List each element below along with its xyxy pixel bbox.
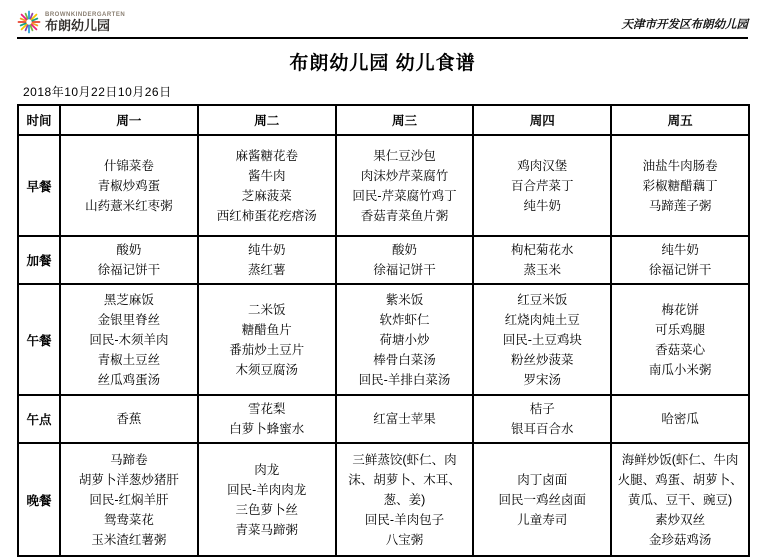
menu-item: 金珍菇鸡汤 <box>648 532 712 547</box>
menu-item: 青椒土豆丝 <box>97 352 161 367</box>
menu-item: 紫米饭 <box>385 292 424 307</box>
menu-cell <box>611 135 749 236</box>
menu-cell <box>336 443 474 556</box>
brand-name-cn: 布朗幼儿园 <box>45 18 111 33</box>
brand-logo <box>17 10 125 34</box>
column-header-day: 周三 <box>336 105 474 135</box>
menu-item: 番茄炒土豆片 <box>229 342 305 357</box>
menu-item: 雪花梨 <box>247 402 286 416</box>
menu-item: 梅花饼 <box>661 302 699 317</box>
menu-item: 荷塘小炒 <box>379 332 430 347</box>
menu-item: 棒骨白菜汤 <box>373 352 436 367</box>
table-row <box>18 443 749 556</box>
menu-cell <box>611 284 749 395</box>
menu-item: 丝瓜鸡蛋汤 <box>97 372 161 387</box>
menu-item: 香蕉 <box>116 412 142 426</box>
menu-item: 黄瓜、豆干、豌豆) <box>628 492 733 507</box>
menu-item: 徐福记饼干 <box>373 263 436 277</box>
menu-cell <box>611 443 749 556</box>
menu-item: 鸡肉汉堡 <box>517 158 568 173</box>
menu-item: 海鲜炒饭(虾仁、牛肉 <box>621 452 739 467</box>
date-range: 2018年10月22日10月26日 <box>23 85 172 99</box>
menu-item: 南瓜小米粥 <box>648 362 712 377</box>
menu-item: 什锦菜卷 <box>103 158 154 173</box>
menu-item: 软炸虾仁 <box>379 312 430 327</box>
menu-item: 罗宋汤 <box>523 372 562 387</box>
menu-item: 可乐鸡腿 <box>655 322 706 337</box>
menu-item: 回民-红焖羊肝 <box>89 492 169 507</box>
menu-cell <box>473 284 611 395</box>
menu-item: 蒸玉米 <box>523 263 562 277</box>
menu-item: 回民-羊肉包子 <box>364 512 445 527</box>
menu-cell <box>60 443 198 556</box>
menu-item: 回民-羊肉肉龙 <box>227 482 307 497</box>
menu-item: 糖醋鱼片 <box>241 322 292 337</box>
menu-item: 黑芝麻饭 <box>103 292 154 307</box>
menu-item: 马蹄莲子粥 <box>648 198 712 213</box>
menu-cell <box>611 236 749 284</box>
menu-item: 徐福记饼干 <box>97 263 161 277</box>
menu-item: 纯牛奶 <box>523 198 562 213</box>
menu-item: 回民-芹菜腐竹鸡丁 <box>352 188 457 203</box>
meal-label: 加餐 <box>18 236 60 284</box>
menu-cell <box>473 135 611 236</box>
menu-item: 果仁豆沙包 <box>373 148 436 163</box>
menu-cell <box>473 443 611 556</box>
meal-label: 午餐 <box>18 284 60 395</box>
column-header-time: 时间 <box>18 105 60 135</box>
menu-item: 香菇菜心 <box>655 342 706 357</box>
menu-item: 红富士苹果 <box>373 412 436 426</box>
menu-item: 银耳百合水 <box>511 422 574 436</box>
menu-cell <box>60 135 198 236</box>
table-row <box>18 135 749 236</box>
header-row <box>18 105 749 135</box>
menu-item: 肉丁卤面 <box>517 472 568 487</box>
column-header-day: 周四 <box>473 105 611 135</box>
menu-item: 桔子 <box>529 402 555 416</box>
menu-item: 百合芹菜丁 <box>511 178 574 193</box>
menu-item: 沫、胡萝卜、木耳、 <box>348 472 461 487</box>
menu-item: 二米饭 <box>247 302 286 317</box>
menu-item: 蒸红薯 <box>247 263 286 277</box>
menu-cell <box>198 135 336 236</box>
page-title: 布朗幼儿园 幼儿食谱 <box>289 53 476 74</box>
menu-item: 油盐牛肉肠卷 <box>642 158 718 173</box>
menu-item: 西红柿蛋花疙瘩汤 <box>216 208 317 223</box>
menu-table <box>17 104 750 557</box>
column-header-day: 周五 <box>611 105 749 135</box>
menu-item: 枸杞菊花水 <box>511 243 574 257</box>
menu-cell <box>473 236 611 284</box>
menu-item: 芝麻菠菜 <box>241 188 292 203</box>
menu-item: 红豆米饭 <box>517 292 568 307</box>
menu-item: 素炒双丝 <box>655 512 706 527</box>
menu-item: 酸奶 <box>116 243 142 257</box>
menu-item: 回民-土豆鸡块 <box>502 332 582 347</box>
menu-cell <box>336 236 474 284</box>
menu-item: 儿童寿司 <box>517 512 568 527</box>
menu-item: 玉米渣红薯粥 <box>91 532 167 547</box>
header-right-text: 天津市开发区布朗幼儿园 <box>621 19 748 31</box>
table-row <box>18 395 749 443</box>
menu-item: 白萝卜蜂蜜水 <box>229 422 305 436</box>
menu-cell <box>60 236 198 284</box>
menu-item: 青椒炒鸡蛋 <box>97 178 161 193</box>
menu-item: 马蹄卷 <box>110 452 148 467</box>
menu-item: 山药薏米红枣粥 <box>85 198 173 213</box>
menu-item: 木须豆腐汤 <box>235 362 298 377</box>
menu-item: 徐福记饼干 <box>648 263 712 277</box>
brand-text <box>45 12 125 32</box>
table-row <box>18 236 749 284</box>
menu-item: 香菇青菜鱼片粥 <box>360 208 449 223</box>
menu-item: 回民-羊排白菜汤 <box>358 372 451 387</box>
menu-item: 纯牛奶 <box>661 243 699 257</box>
meal-label: 晚餐 <box>18 443 60 556</box>
meal-label: 早餐 <box>18 135 60 236</box>
menu-cell <box>336 395 474 443</box>
menu-item: 哈密瓜 <box>661 412 699 426</box>
menu-item: 葱、姜) <box>383 492 426 507</box>
menu-item: 胡萝卜洋葱炒猪肝 <box>78 472 179 487</box>
brand-name-en: BROWNKINDERGARTEN <box>45 12 126 18</box>
menu-item: 彩椒糖醋藕丁 <box>642 178 718 193</box>
menu-cell <box>60 395 198 443</box>
menu-item: 三色萝卜丝 <box>235 502 298 517</box>
menu-item: 酱牛肉 <box>247 168 286 183</box>
column-header-day: 周二 <box>198 105 336 135</box>
table-row <box>18 284 749 395</box>
menu-item: 回民-木须羊肉 <box>89 332 169 347</box>
menu-cell <box>60 284 198 395</box>
brand-starburst-icon <box>17 10 41 34</box>
menu-item: 肉沫炒芹菜腐竹 <box>360 168 449 183</box>
menu-cell <box>336 284 474 395</box>
menu-item: 纯牛奶 <box>247 243 286 257</box>
menu-item: 粉丝炒菠菜 <box>511 352 574 367</box>
menu-cell <box>198 236 336 284</box>
menu-item: 三鲜蒸饺(虾仁、肉 <box>352 452 457 467</box>
menu-item: 红烧肉炖土豆 <box>504 312 580 327</box>
menu-item: 青菜马蹄粥 <box>235 522 298 537</box>
header-bar <box>17 10 748 39</box>
menu-cell <box>198 443 336 556</box>
menu-table-head <box>18 105 749 135</box>
menu-cell <box>336 135 474 236</box>
menu-cell <box>198 395 336 443</box>
menu-cell <box>198 284 336 395</box>
menu-cell <box>473 395 611 443</box>
menu-cell <box>611 395 749 443</box>
menu-item: 鸳鸯菜花 <box>103 512 154 527</box>
menu-item: 八宝粥 <box>385 532 424 547</box>
meal-label: 午点 <box>18 395 60 443</box>
menu-item: 酸奶 <box>391 243 417 257</box>
menu-item: 麻酱糖花卷 <box>235 148 298 163</box>
menu-item: 火腿、鸡蛋、胡萝卜、 <box>617 472 743 487</box>
menu-item: 肉龙 <box>254 462 280 477</box>
column-header-day: 周一 <box>60 105 198 135</box>
menu-item: 回民一鸡丝卤面 <box>498 492 587 507</box>
menu-table-body <box>18 135 749 556</box>
menu-item: 金银里脊丝 <box>97 312 161 327</box>
